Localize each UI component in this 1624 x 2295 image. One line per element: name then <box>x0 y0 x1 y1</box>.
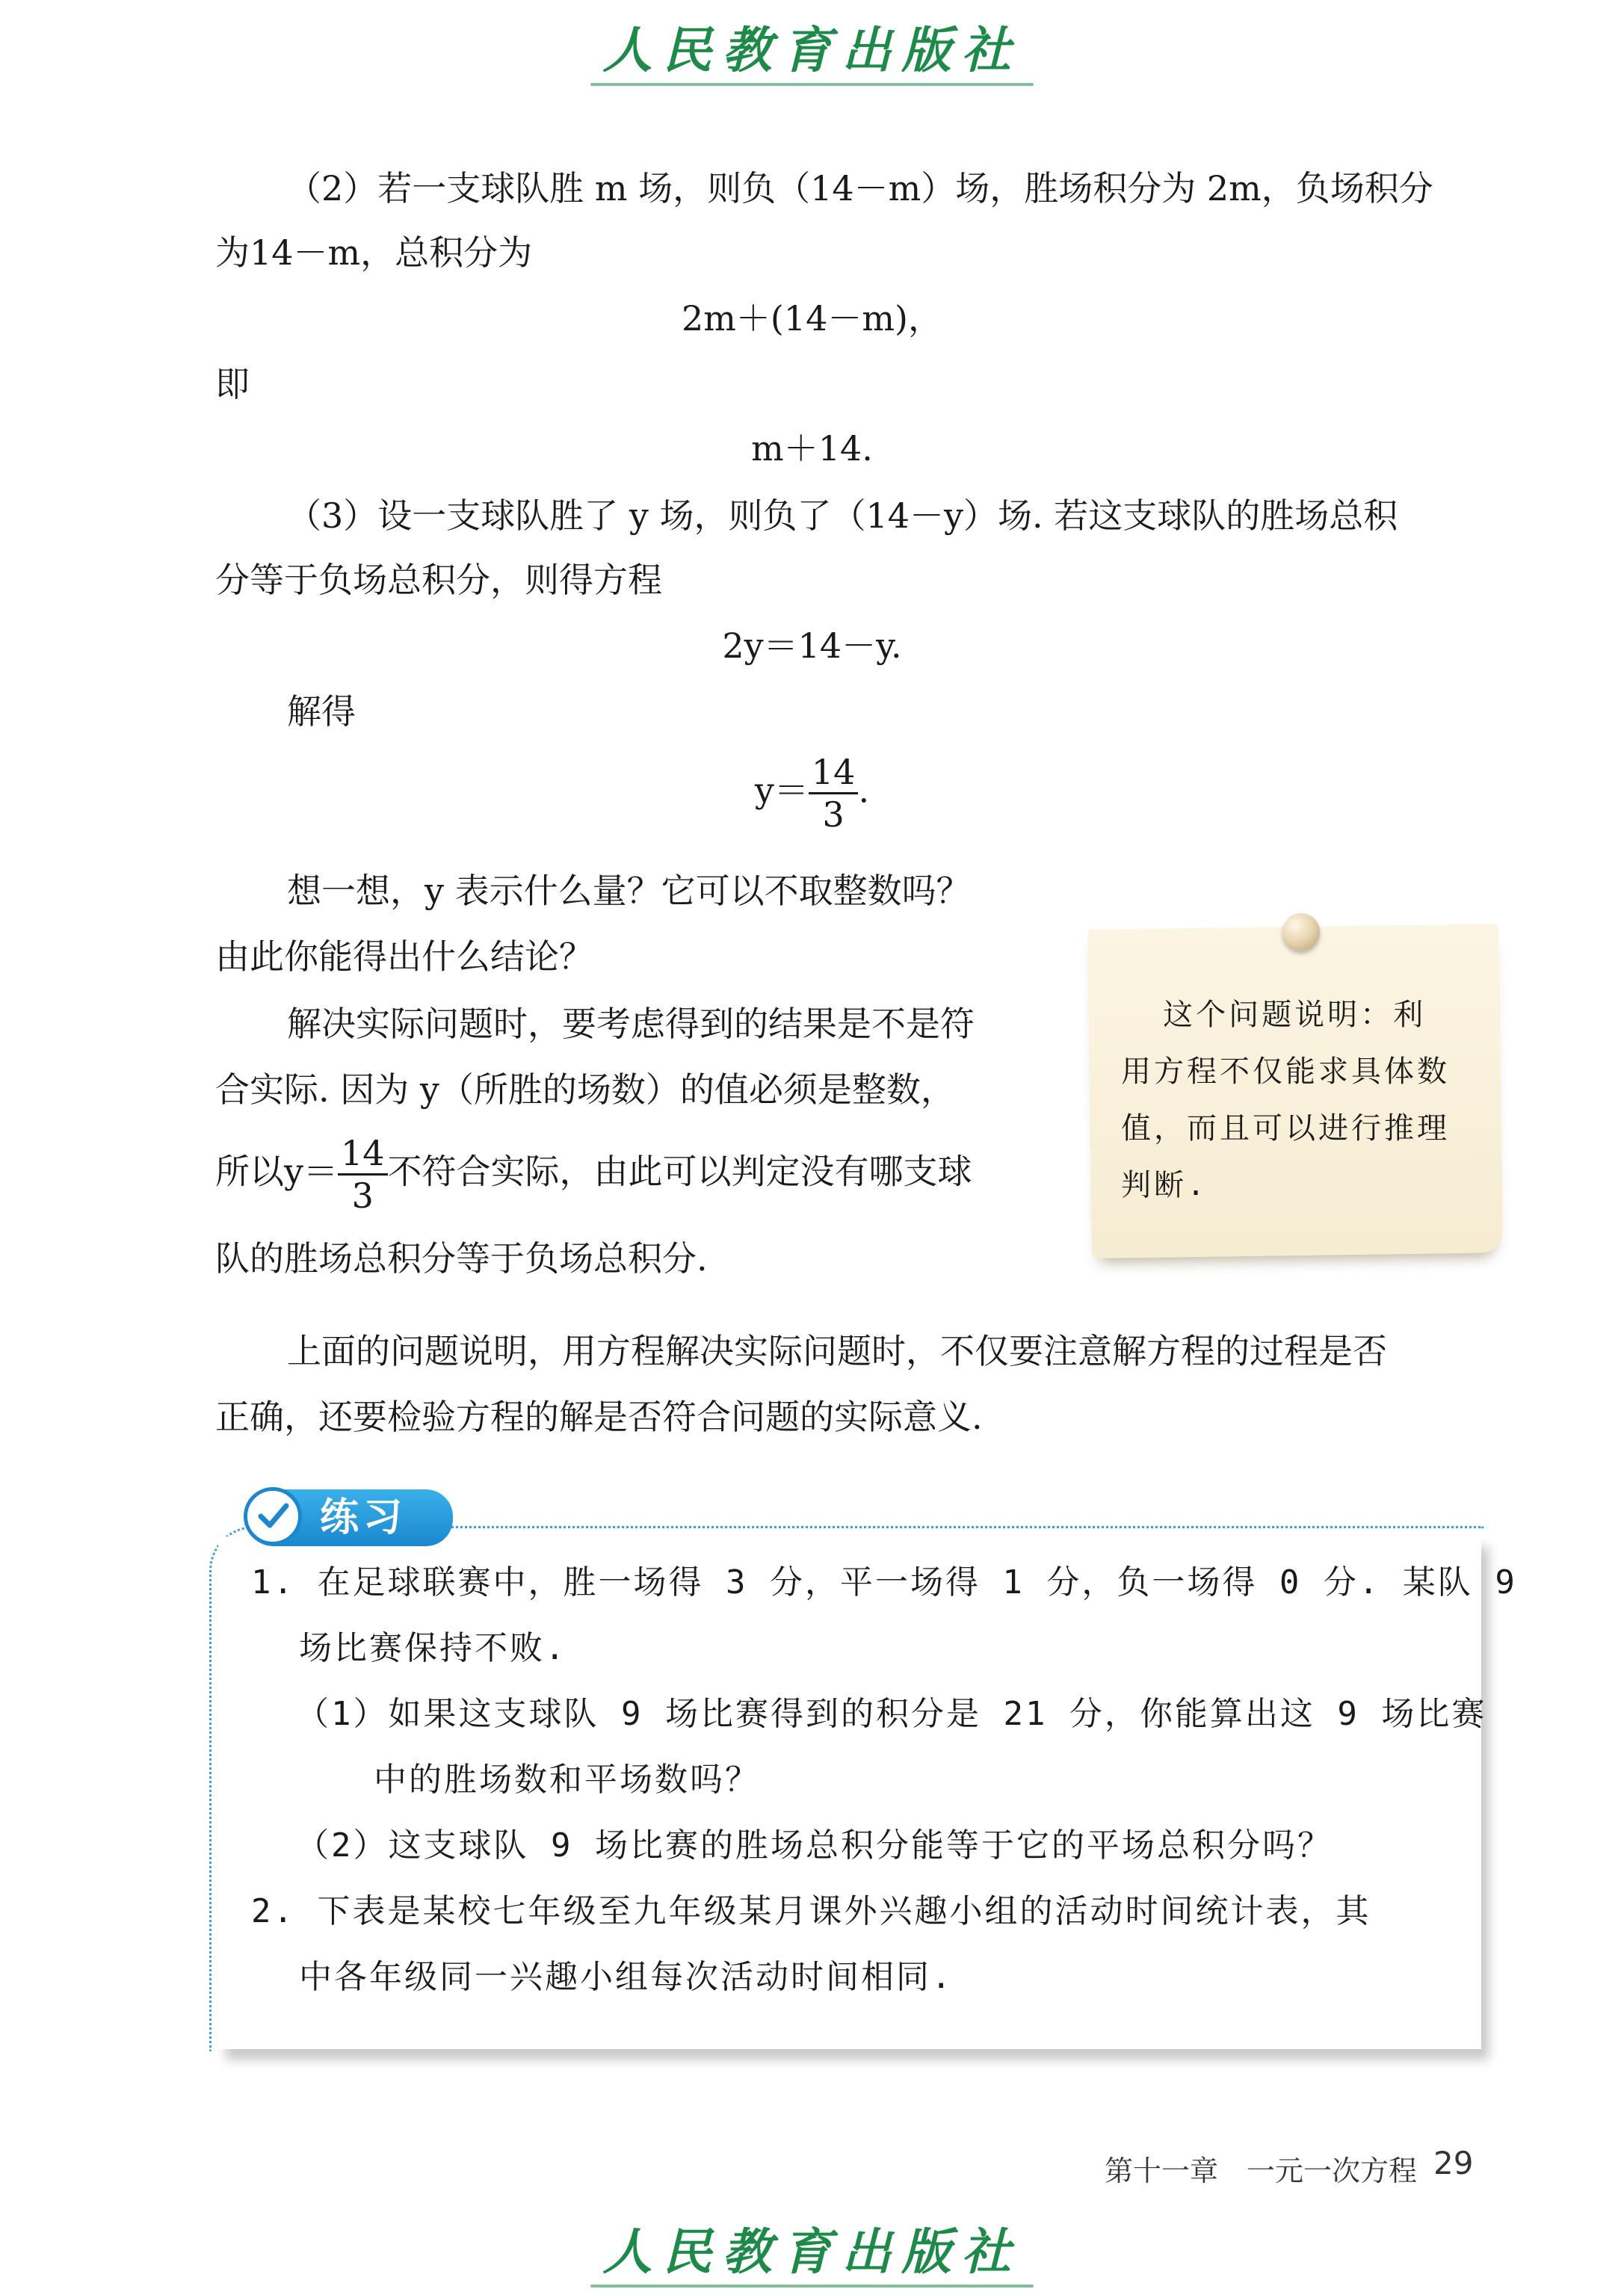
solve-line-4: 队的胜场总积分等于负场总积分. <box>215 1238 708 1279</box>
solve-line-3-start: 所以y＝ <box>215 1151 338 1192</box>
equation-y-end: . <box>858 770 870 811</box>
fraction-denominator: 3 <box>351 1176 374 1216</box>
exercise-q1b: （2）这支球队 9 场比赛的胜场总积分能等于它的平场总积分吗？ <box>296 1826 1333 1865</box>
exercise-q2-line-1: 2. 下表是某校七年级至九年级某月课外兴趣小组的活动时间统计表，其 <box>251 1892 1371 1930</box>
para-2-line-1: （2）若一支球队胜 m 场，则负（14－m）场，胜场积分为 2m，负场积分 <box>287 168 1433 209</box>
para-3-line-1: （3）设一支球队胜了 y 场，则负了（14－y）场. 若这支球队的胜场总积 <box>287 495 1398 536</box>
solve-line-3-rest: 不符合实际，由此可以判定没有哪支球 <box>387 1151 972 1192</box>
fraction-denominator: 3 <box>822 794 845 835</box>
text-jiede: 解得 <box>287 691 356 732</box>
equation-y-lhs: y＝ <box>754 770 809 811</box>
summary-line-1: 上面的问题说明，用方程解决实际问题时，不仅要注意解方程的过程是否 <box>287 1331 1387 1371</box>
fraction-numerator: 14 <box>338 1136 388 1176</box>
para-2-line-2: 为14－m，总积分为 <box>215 232 533 273</box>
para-3-line-2: 分等于负场总积分，则得方程 <box>215 560 662 600</box>
solve-line-3 <box>215 1133 972 1216</box>
think-line-2: 由此你能得出什么结论？ <box>215 936 593 977</box>
pushpin-icon <box>1282 913 1320 951</box>
chapter-footer: 第十一章 一元一次方程 <box>1105 2155 1418 2187</box>
equation-simplified: m＋14. <box>751 428 873 469</box>
fraction-14-3-inline <box>338 1133 388 1216</box>
text-ji: 即 <box>215 364 250 404</box>
pencil-check-icon <box>244 1487 302 1545</box>
solve-line-1: 解决实际问题时，要考虑得到的结果是不是符 <box>287 1004 975 1044</box>
fraction-numerator: 14 <box>809 755 859 794</box>
page-number: 29 <box>1433 2145 1474 2181</box>
think-line-1: 想一想，y 表示什么量？它可以不取整数吗？ <box>287 871 971 911</box>
equation-y-fraction <box>0 752 1624 835</box>
exercise-q1-line-1: 1. 在足球联赛中，胜一场得 3 分，平一场得 1 分，负一场得 0 分. 某队 9 <box>251 1563 1517 1601</box>
exercise-q1a-line-1: （1）如果这支球队 9 场比赛得到的积分是 21 分，你能算出这 9 场比赛 <box>296 1695 1487 1733</box>
exercise-q2-line-2: 中各年级同一兴趣小组每次活动时间相同. <box>299 1958 954 1996</box>
publisher-logo-top: 人民教育出版社 <box>0 10 1624 81</box>
exercise-q1-line-2: 场比赛保持不败. <box>299 1629 567 1667</box>
exercise-title: 练习 <box>320 1495 407 1540</box>
solve-line-2: 合实际. 因为 y（所胜的场数）的值必须是整数， <box>215 1069 955 1110</box>
equation-total-score: 2m＋(14－m)， <box>682 298 942 339</box>
summary-line-2: 正确，还要检验方程的解是否符合问题的实际意义. <box>215 1397 983 1437</box>
publisher-logo-bottom: 人民教育出版社 <box>0 2212 1624 2283</box>
sticky-note-text: 这个问题说明：利 用方程不仅能求具体数 值，而且可以进行推理 判断. <box>1121 998 1450 1202</box>
exercise-q1a-line-2: 中的胜场数和平场数吗？ <box>374 1761 760 1799</box>
equation-2y: 2y＝14－y. <box>722 626 902 666</box>
fraction-14-3 <box>809 752 859 835</box>
